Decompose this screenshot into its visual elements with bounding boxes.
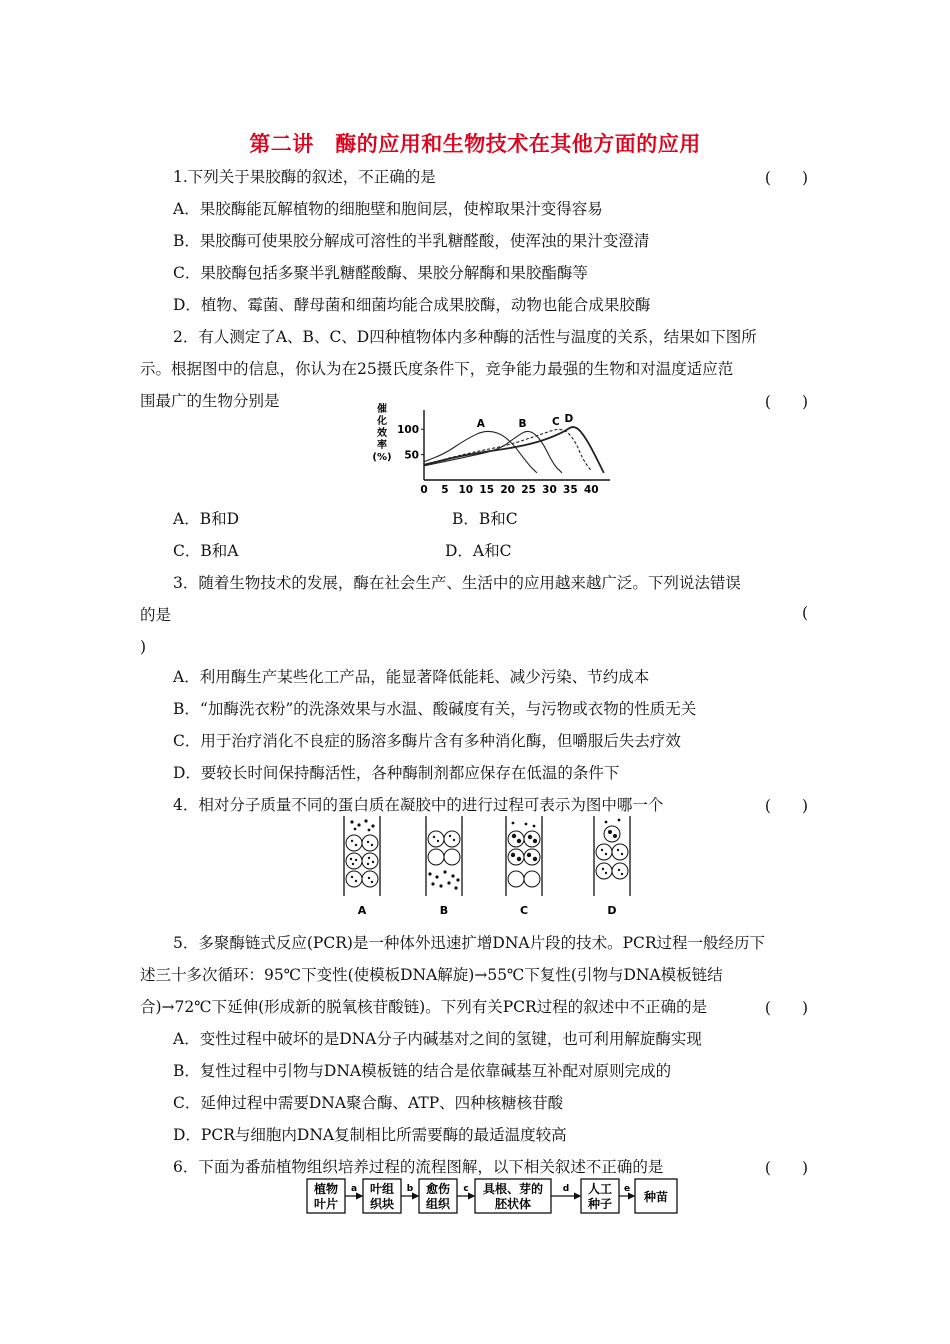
q1-answer-bracket: ( ) — [764, 169, 808, 187]
q5-option-c: C．延伸过程中需要DNA聚合酶、ATP、四种核糖核苷酸 — [173, 1094, 564, 1112]
q5-stem-line2: 述三十多次循环：95℃下变性(使模板DNA解旋)→55℃下复性(引物与DNA模板链结 — [140, 966, 723, 984]
gel-label-c: C — [519, 904, 529, 917]
gel-column-a — [344, 816, 380, 896]
chart-x-tick-label: 10 — [458, 484, 474, 496]
chart-y-tick-label: 50 — [404, 449, 419, 462]
chart-series-b — [424, 431, 562, 472]
page-title: 第二讲 酶的应用和生物技术在其他方面的应用 — [249, 132, 701, 156]
flow-artificial-seed-line1: 人工 — [587, 1182, 613, 1196]
flow-leaf-tissue-line2: 织块 — [369, 1197, 395, 1211]
q5-option-a: A．变性过程中破坏的是DNA分子内碱基对之间的氢键，也可利用解旋酶实现 — [173, 1030, 702, 1048]
chart-x-tick-label: 25 — [521, 484, 536, 496]
flow-callus-line2: 组织 — [425, 1197, 451, 1211]
flow-leaf-tissue-line1: 叶组 — [369, 1182, 395, 1196]
q3-option-c: C．用于治疗消化不良症的肠溶多酶片含有多种消化酶，但嚼服后失去疗效 — [173, 732, 681, 750]
gel-column-b — [426, 816, 462, 896]
q4-stem: 4．相对分子质量不同的蛋白质在凝胶中的进行过程可表示为图中哪一个 — [173, 796, 664, 814]
flow-arrow-e-label: e — [623, 1184, 631, 1194]
q3-option-a: A．利用酶生产某些化工产品，能显著降低能耗、减少污染、节约成本 — [173, 668, 650, 686]
q3-bracket-open: ( — [801, 604, 808, 622]
chart-ylabel-char: 催 — [377, 404, 387, 415]
q5-answer-bracket: ( ) — [764, 999, 808, 1017]
q3-stem-line1: 3．随着生物技术的发展，酶在社会生产、生活中的应用越来越广泛。下列说法错误 — [173, 574, 741, 592]
q2-stem-line2: 示。根据图中的信息，你认为在25摄氏度条件下，竞争能力最强的生物和对温度适应范 — [140, 360, 734, 378]
q2-option-a: A．B和D — [173, 510, 240, 528]
chart-series-label-a: A — [476, 418, 485, 431]
chart-x-tick-label: 35 — [563, 484, 578, 496]
q6-answer-bracket: ( ) — [764, 1159, 808, 1177]
flow-arrow-b-label: b — [406, 1184, 414, 1194]
flow-artificial-seed-line2: 种子 — [587, 1197, 613, 1211]
chart-x-tick-label: 0 — [420, 484, 428, 496]
q3-option-b: B．“加酶洗衣粉”的洗涤效果与水温、酸碱度有关，与污物或衣物的性质无关 — [173, 700, 697, 718]
flow-leaf-line2: 叶片 — [313, 1197, 339, 1211]
q1-option-a: A．果胶酶能瓦解植物的细胞壁和胞间层，使榨取果汁变得容易 — [173, 200, 603, 218]
q2-option-d: D．A和C — [445, 542, 512, 560]
flow-arrow-a-label: a — [350, 1184, 358, 1194]
q4-answer-bracket: ( ) — [764, 797, 808, 815]
chart-x-tick-label: 20 — [500, 484, 515, 496]
gel-label-b: B — [439, 904, 449, 917]
gel-label-a: A — [357, 904, 367, 917]
q6-stem: 6．下面为番茄植物组织培养过程的流程图解，以下相关叙述不正确的是 — [173, 1158, 664, 1176]
chart-series-label-d: D — [564, 413, 574, 426]
chart-x-tick-label: 40 — [583, 484, 599, 496]
flow-embryoid-line1: 具根、芽的 — [482, 1182, 544, 1196]
q3-stem-line2: 的是 — [140, 606, 172, 624]
chart-ylabel-char: 效 — [377, 428, 387, 439]
flow-arrow-d-label: d — [562, 1184, 570, 1194]
gel-label-d: D — [607, 904, 617, 917]
chart-ylabel-char: (%) — [372, 452, 392, 463]
flow-seedling-line1: 种苗 — [643, 1190, 669, 1204]
chart-series-label-b: B — [518, 418, 527, 431]
chart-x-tick-label: 30 — [542, 484, 557, 496]
flow-arrow-c-label: c — [463, 1184, 469, 1194]
gel-column-c — [506, 816, 542, 896]
tissue-culture-flowchart — [305, 1176, 685, 1218]
q1-stem: 1.下列关于果胶酶的叙述，不正确的是 — [173, 168, 436, 186]
chart-x-tick-label: 5 — [441, 484, 449, 496]
flow-callus-line1: 愈伤 — [425, 1182, 451, 1196]
chart-x-tick-label: 15 — [479, 484, 495, 496]
q2-stem-line1: 2．有人测定了A、B、C、D四种植物体内多种酶的活性与温度的关系，结果如下图所 — [173, 328, 757, 346]
q5-stem-line1: 5．多聚酶链式反应(PCR)是一种体外迅速扩增DNA片段的技术。PCR过程一般经历下 — [173, 934, 766, 952]
chart-ylabel-char: 率 — [377, 440, 387, 451]
chart-ylabel-char: 化 — [377, 416, 387, 427]
flow-leaf-line1: 植物 — [313, 1182, 339, 1196]
q1-option-b: B．果胶酶可使果胶分解成可溶性的半乳糖醛酸，使浑浊的果汁变澄清 — [173, 232, 650, 250]
q1-option-d: D．植物、霉菌、酵母菌和细菌均能合成果胶酶，动物也能合成果胶酶 — [173, 296, 651, 314]
q2-answer-bracket: ( ) — [764, 393, 808, 411]
chart-y-tick-label: 100 — [397, 424, 419, 437]
enzyme-activity-chart — [368, 402, 618, 498]
q5-option-d: D．PCR与细胞内DNA复制相比所需要酶的最适温度较高 — [173, 1126, 567, 1144]
q2-option-b: B．B和C — [452, 510, 518, 528]
q3-bracket-close: ) — [140, 638, 147, 656]
flow-embryoid-line2: 胚状体 — [494, 1197, 532, 1211]
chart-series-label-c: C — [552, 416, 560, 429]
gel-filtration-diagram — [330, 814, 650, 920]
gel-column-d — [594, 816, 630, 896]
q3-option-d: D．要较长时间保持酶活性，各种酶制剂都应保存在低温的条件下 — [173, 764, 620, 782]
q2-stem-line3: 围最广的生物分别是 — [140, 392, 280, 410]
q1-option-c: C．果胶酶包括多聚半乳糖醛酸酶、果胶分解酶和果胶酯酶等 — [173, 264, 588, 282]
q2-option-c: C．B和A — [173, 542, 239, 560]
q5-option-b: B．复性过程中引物与DNA模板链的结合是依靠碱基互补配对原则完成的 — [173, 1062, 672, 1080]
q5-stem-line3: 合)→72℃下延伸(形成新的脱氧核苷酸链)。下列有关PCR过程的叙述中不正确的是 — [140, 998, 708, 1016]
